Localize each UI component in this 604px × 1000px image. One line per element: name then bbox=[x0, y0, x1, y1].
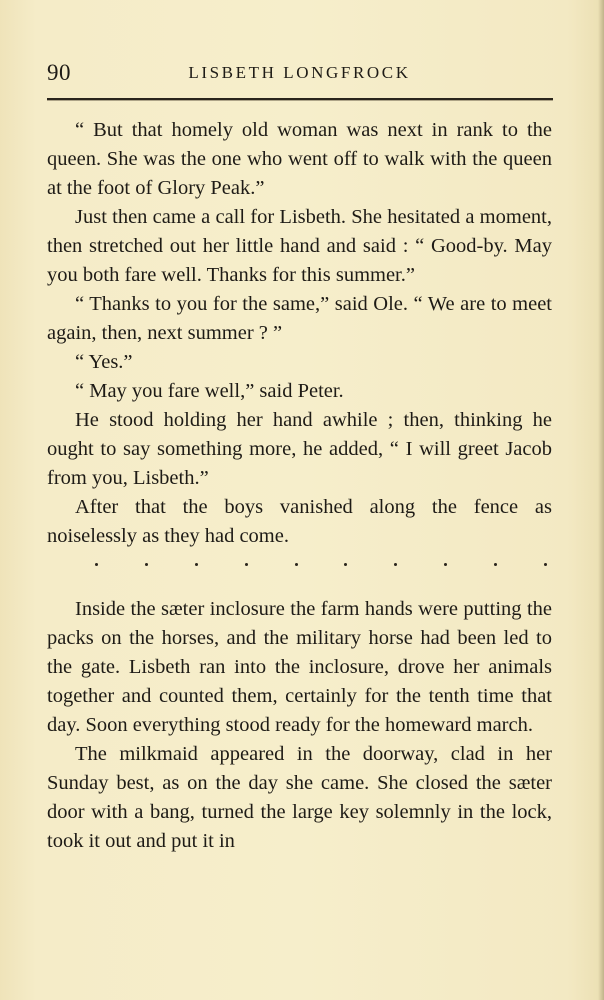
page-edge-shadow bbox=[598, 0, 604, 1000]
section-break-dot bbox=[544, 563, 547, 566]
paragraph: “ Yes.” bbox=[75, 351, 133, 373]
section-break-dot bbox=[394, 563, 397, 566]
page-number: 90 bbox=[47, 60, 71, 85]
paragraph: “ Thanks to you for the same,” said Ole. “ We are to meet again, then, next summer ? ” bbox=[47, 293, 552, 344]
paragraph: “ But that homely old woman was next in rank to the queen. She was the one who went off to walk with the queen at the foot of Glory Peak.” bbox=[47, 119, 552, 199]
header-rule bbox=[47, 98, 553, 100]
paragraph: After that the boys vanished along the fence as noiselessly as they had come. bbox=[47, 496, 552, 547]
section-break-dot bbox=[195, 563, 198, 566]
section-break-dot bbox=[344, 563, 347, 566]
section-break-dots bbox=[95, 555, 547, 573]
section-break-dot bbox=[95, 563, 98, 566]
page-header bbox=[47, 60, 552, 94]
section-break-dot bbox=[145, 563, 148, 566]
running-title: LISBETH LONGFROCK bbox=[188, 63, 411, 82]
paragraph: He stood holding her hand awhile ; then, thinking he ought to say something more, he added, “ I will greet Jacob from you, Lisbeth.” bbox=[47, 409, 552, 489]
body-text bbox=[47, 116, 552, 856]
paragraph: The milkmaid appeared in the doorway, clad in her Sunday best, as on the day she came. She closed the sæter door with a bang, turned the large key solemnly in the lock, took it out and put it in bbox=[47, 743, 552, 852]
paragraph: “ May you fare well,” said Peter. bbox=[75, 380, 344, 402]
paragraph: Just then came a call for Lisbeth. She hesitated a moment, then stretched out her little hand and said : “ Good-by. May you both fare well. Thanks for this summer.” bbox=[47, 206, 552, 286]
section-break-dot bbox=[444, 563, 447, 566]
paragraph: Inside the sæter inclosure the farm hands were putting the packs on the horses, and the military horse had been led to the gate. Lisbeth ran into the inclosure, drove her animals together and counted them, certainly for the tenth time that day. Soon everything stood ready for the homeward march. bbox=[47, 598, 552, 736]
section-break-dot bbox=[494, 563, 497, 566]
section-break-dot bbox=[245, 563, 248, 566]
section-break-dot bbox=[295, 563, 298, 566]
